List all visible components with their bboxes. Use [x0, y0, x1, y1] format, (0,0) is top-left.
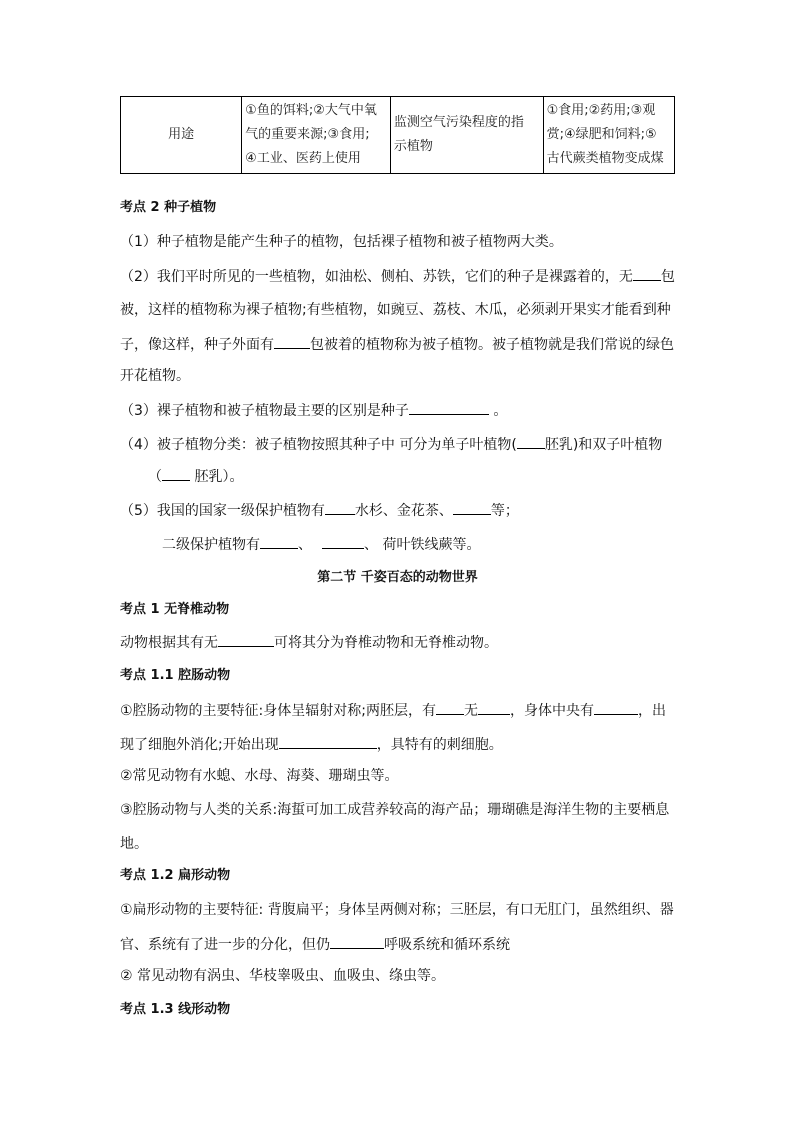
paragraph-coelenterates-1 [120, 700, 680, 721]
paragraph-seed-2a [120, 266, 680, 287]
text: 、 荷叶铁线蕨等。 [364, 537, 481, 553]
fill-blank [517, 434, 545, 449]
cell-line: ①食用;②药用;③观 [546, 103, 656, 118]
paragraph-seed-2c [120, 334, 680, 355]
table-row [121, 97, 675, 174]
paragraph-seed-1: （1）种子植物是能产生种子的植物，包括裸子植物和被子植物两大类。 [120, 234, 563, 250]
paragraph-seed-3 [120, 400, 680, 421]
paragraph-seed-2d: 开花植物。 [120, 368, 190, 384]
text: 现了细胞外消化;开始出现 [120, 737, 279, 753]
text: 二级保护植物有 [162, 537, 260, 553]
text: 可将其分为脊椎动物和无脊椎动物。 [274, 635, 498, 651]
section-heading-flatworms: 考点 1.2 扁形动物 [120, 868, 231, 883]
text: 。 [488, 403, 508, 419]
fill-blank [330, 934, 384, 949]
text: （5）我国的国家一级保护植物有 [120, 503, 325, 519]
text: （4）被子植物分类：被子植物按照其种子中 可分为单子叶植物( [120, 437, 517, 453]
section-heading-coelenterates: 考点 1.1 腔肠动物 [120, 668, 231, 683]
cell-line: 气的重要来源;③食用; [245, 127, 370, 142]
text: （3）裸子植物和被子植物最主要的区别是种子 [120, 403, 409, 419]
paragraph-flatworms-2 [120, 934, 680, 955]
fill-blank [322, 534, 364, 549]
cell-line: 古代蕨类植物变成煤 [546, 151, 664, 166]
paragraph-coelenterates-2 [120, 734, 680, 755]
paragraph-flatworms-3: ② 常见动物有涡虫、华枝睾吸虫、血吸虫、绦虫等。 [120, 968, 445, 984]
text: 无 [463, 703, 478, 719]
paragraph-coelenterates-5: 地。 [120, 836, 148, 852]
text: 子，像这样，种子外面有 [120, 337, 274, 353]
text: 、 [298, 537, 312, 553]
algae-uses-cell [242, 97, 391, 174]
fill-blank [274, 334, 310, 349]
section-heading-roundworms: 考点 1.3 线形动物 [120, 1002, 231, 1017]
paragraph-seed-2b: 被，这样的植物称为裸子植物;有些植物，如豌豆、荔枝、木瓜，必须剥开果实才能看到种 [120, 302, 671, 318]
paragraph-flatworms-1: ①扁形动物的主要特征: 背腹扁平；身体呈两侧对称；三胚层，有口无肛门，虽然组织、器 [120, 902, 674, 918]
text: ，出 [637, 703, 666, 719]
text: 包 [660, 269, 675, 285]
cell-line: ①鱼的饵料;②大气中氧 [245, 103, 377, 118]
paragraph-invertebrates [120, 632, 680, 653]
fill-blank [218, 632, 274, 647]
text: （ [148, 469, 162, 485]
fill-blank [325, 500, 355, 515]
text: 水杉、金花茶、 [354, 503, 453, 519]
text: 动物根据其有无 [120, 635, 218, 651]
fill-blank [260, 534, 298, 549]
fill-blank [453, 500, 491, 515]
section-title-animal-world: 第二节 千姿百态的动物世界 [317, 570, 478, 585]
fill-blank [436, 700, 464, 715]
section-heading-seed-plants: 考点 2 种子植物 [120, 200, 217, 215]
text: ①腔肠动物的主要特征:身体呈辐射对称;两胚层，有 [120, 703, 436, 719]
cell-line: 赏;④绿肥和饲料;⑤ [546, 127, 657, 142]
fill-blank [279, 734, 377, 749]
plant-uses-table [120, 96, 675, 174]
text: 包被着的植物称为被子植物。被子植物就是我们常说的绿色 [310, 337, 674, 353]
text: 胚乳)和双子叶植物 [544, 437, 663, 453]
text: （2）我们平时所见的一些植物，如油松、侧柏、苏铁，它们的种子是裸露着的，无 [120, 269, 633, 285]
paragraph-seed-4b [148, 466, 668, 487]
cell-line: 示植物 [393, 139, 433, 154]
fill-blank [409, 400, 489, 415]
moss-uses-cell [390, 97, 543, 174]
section-heading-invertebrates: 考点 1 无脊椎动物 [120, 602, 230, 617]
fill-blank [478, 700, 510, 715]
fill-blank [633, 266, 661, 281]
paragraph-seed-6 [162, 534, 672, 555]
text: ，身体中央有 [509, 703, 594, 719]
text: 等； [490, 503, 519, 519]
fill-blank [162, 466, 190, 481]
text: 呼吸系统和循环系统 [384, 937, 510, 953]
uses-header-cell: 用途 [121, 97, 242, 174]
paragraph-coelenterates-4: ③腔肠动物与人类的关系:海蜇可加工成营养较高的海产品；珊瑚礁是海洋生物的主要栖息 [120, 802, 670, 818]
cell-line: ④工业、医药上使用 [245, 151, 361, 166]
text: 官、系统有了进一步的分化，但仍 [120, 937, 330, 953]
paragraph-coelenterates-3: ②常见动物有水螅、水母、海葵、珊瑚虫等。 [120, 768, 399, 784]
text: 胚乳）。 [190, 469, 244, 485]
paragraph-seed-5 [120, 500, 680, 521]
fill-blank [594, 700, 638, 715]
fern-uses-cell [543, 97, 674, 174]
paragraph-seed-4 [120, 434, 680, 455]
cell-line: 监测空气污染程度的指 [393, 115, 524, 130]
text: ，具特有的刺细胞。 [376, 737, 503, 753]
